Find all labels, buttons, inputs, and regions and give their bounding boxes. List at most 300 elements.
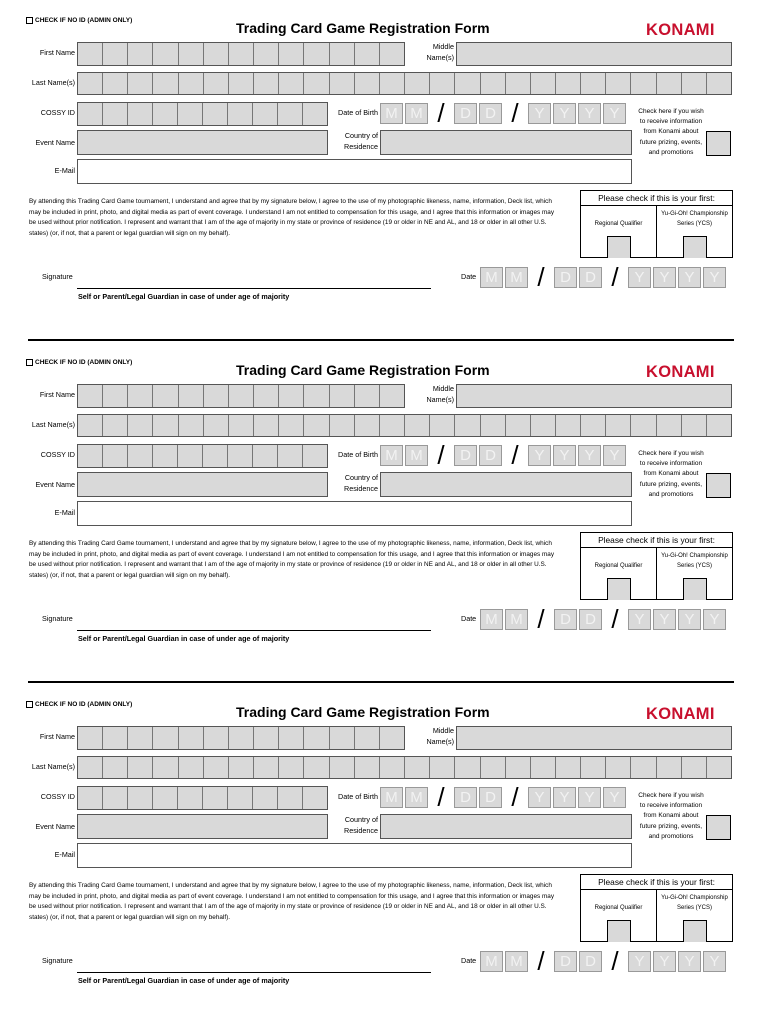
char-cell[interactable] bbox=[153, 73, 178, 94]
email-label: E-Mail bbox=[54, 850, 75, 859]
char-cell[interactable] bbox=[631, 415, 656, 436]
dob-field[interactable] bbox=[380, 98, 626, 128]
date-separator: / bbox=[611, 946, 619, 976]
char-cell[interactable] bbox=[279, 43, 304, 65]
ycs-label: Yu-Gi-Oh! Championship Series (YCS) bbox=[661, 553, 728, 569]
signature-line[interactable] bbox=[77, 288, 431, 289]
char-cell[interactable] bbox=[682, 415, 707, 436]
char-cell[interactable] bbox=[78, 415, 103, 436]
char-cell[interactable] bbox=[254, 415, 279, 436]
char-cell[interactable] bbox=[405, 415, 430, 436]
year-digit-box[interactable]: Y bbox=[603, 787, 626, 808]
char-cell[interactable] bbox=[430, 757, 455, 778]
month-digit-box[interactable]: M bbox=[380, 445, 403, 466]
ycs-checkbox[interactable] bbox=[683, 236, 707, 258]
country-field[interactable] bbox=[380, 130, 632, 155]
day-digit-box[interactable]: D bbox=[554, 267, 577, 288]
char-cell[interactable] bbox=[254, 43, 279, 65]
optin-text: Check here if you wish to receive information from Konami about future prizing, events, and promotions bbox=[638, 108, 704, 156]
char-cell[interactable] bbox=[103, 757, 128, 778]
char-cell[interactable] bbox=[657, 415, 682, 436]
signature-line[interactable] bbox=[77, 630, 431, 631]
year-digit-box[interactable]: Y bbox=[703, 267, 726, 288]
char-cell[interactable] bbox=[128, 43, 153, 65]
char-cell[interactable] bbox=[229, 385, 254, 407]
char-cell[interactable] bbox=[355, 727, 380, 749]
char-cell[interactable] bbox=[278, 787, 303, 809]
email-field[interactable] bbox=[77, 159, 632, 184]
year-digit-box[interactable]: Y bbox=[653, 951, 676, 972]
first-event-title: Please check if this is your first: bbox=[581, 875, 732, 890]
char-cell[interactable] bbox=[153, 787, 178, 809]
month-digit-box[interactable]: M bbox=[480, 951, 503, 972]
admin-no-id-checkbox[interactable] bbox=[26, 701, 33, 708]
first-event-panel bbox=[580, 532, 733, 600]
year-digit-box[interactable]: Y bbox=[553, 787, 576, 808]
char-cell[interactable] bbox=[153, 445, 178, 467]
email-label: E-Mail bbox=[54, 166, 75, 175]
year-digit-box[interactable]: Y bbox=[603, 445, 626, 466]
email-field[interactable] bbox=[77, 501, 632, 526]
char-cell[interactable] bbox=[128, 445, 153, 467]
char-cell[interactable] bbox=[179, 727, 204, 749]
char-cell[interactable] bbox=[78, 103, 103, 125]
char-cell[interactable] bbox=[229, 727, 254, 749]
month-digit-box[interactable]: M bbox=[480, 609, 503, 630]
char-cell[interactable] bbox=[380, 43, 404, 65]
admin-no-id-checkbox[interactable] bbox=[26, 359, 33, 366]
char-cell[interactable] bbox=[355, 43, 380, 65]
char-cell[interactable] bbox=[430, 73, 455, 94]
char-cell[interactable] bbox=[228, 103, 253, 125]
country-label: Country of Residence bbox=[344, 473, 378, 493]
char-cell[interactable] bbox=[253, 787, 278, 809]
date-separator: / bbox=[611, 262, 619, 292]
regional-qualifier-checkbox[interactable] bbox=[607, 236, 631, 258]
char-cell[interactable] bbox=[204, 385, 229, 407]
month-digit-box[interactable]: M bbox=[380, 103, 403, 124]
signature-label: Signature bbox=[42, 614, 73, 623]
char-cell[interactable] bbox=[153, 385, 178, 407]
char-cell[interactable] bbox=[204, 415, 229, 436]
optin-text: Check here if you wish to receive information from Konami about future prizing, events, and promotions bbox=[638, 450, 704, 498]
char-cell[interactable] bbox=[631, 73, 656, 94]
char-cell[interactable] bbox=[78, 43, 103, 65]
char-cell[interactable] bbox=[304, 73, 329, 94]
char-cell[interactable] bbox=[103, 103, 128, 125]
char-cell[interactable] bbox=[253, 103, 278, 125]
char-cell[interactable] bbox=[355, 73, 380, 94]
char-cell[interactable] bbox=[330, 385, 355, 407]
char-cell[interactable] bbox=[380, 727, 404, 749]
char-cell[interactable] bbox=[204, 73, 229, 94]
char-cell[interactable] bbox=[254, 757, 279, 778]
char-cell[interactable] bbox=[304, 757, 329, 778]
char-cell[interactable] bbox=[153, 415, 178, 436]
char-cell[interactable] bbox=[380, 415, 405, 436]
last-name-label: Last Name(s) bbox=[31, 420, 75, 429]
regional-qualifier-label: Regional Qualifier bbox=[594, 221, 643, 227]
char-cell[interactable] bbox=[581, 757, 606, 778]
char-cell[interactable] bbox=[128, 727, 153, 749]
signature-subtext: Self or Parent/Legal Guardian in case of under age of majority bbox=[78, 292, 290, 301]
char-cell[interactable] bbox=[455, 73, 480, 94]
month-digit-box[interactable]: M bbox=[505, 267, 528, 288]
middle-name-label: Middle Name(s) bbox=[426, 384, 454, 404]
char-cell[interactable] bbox=[455, 415, 480, 436]
char-cell[interactable] bbox=[179, 385, 204, 407]
char-cell[interactable] bbox=[707, 757, 731, 778]
char-cell[interactable] bbox=[103, 73, 128, 94]
char-cell[interactable] bbox=[128, 757, 153, 778]
char-cell[interactable] bbox=[179, 43, 204, 65]
first-name-label: First Name bbox=[39, 48, 75, 57]
first-name-grid[interactable] bbox=[77, 42, 405, 66]
char-cell[interactable] bbox=[204, 757, 229, 778]
char-cell[interactable] bbox=[254, 385, 279, 407]
last-name-label: Last Name(s) bbox=[31, 78, 75, 87]
cossy-id-label: COSSY ID bbox=[40, 450, 75, 459]
char-cell[interactable] bbox=[78, 445, 103, 467]
char-cell[interactable] bbox=[330, 727, 355, 749]
optin-checkbox[interactable] bbox=[706, 815, 731, 840]
char-cell[interactable] bbox=[581, 73, 606, 94]
optin-checkbox[interactable] bbox=[706, 131, 731, 156]
char-cell[interactable] bbox=[128, 73, 153, 94]
cut-divider bbox=[28, 339, 734, 341]
year-digit-box[interactable]: Y bbox=[703, 951, 726, 972]
char-cell[interactable] bbox=[279, 73, 304, 94]
char-cell[interactable] bbox=[531, 73, 556, 94]
char-cell[interactable] bbox=[304, 385, 329, 407]
char-cell[interactable] bbox=[330, 43, 355, 65]
middle-name-label: Middle Name(s) bbox=[426, 726, 454, 746]
char-cell[interactable] bbox=[103, 727, 128, 749]
char-cell[interactable] bbox=[606, 757, 631, 778]
char-cell[interactable] bbox=[228, 445, 253, 467]
cossy-id-grid[interactable] bbox=[77, 102, 328, 126]
day-digit-box[interactable]: D bbox=[454, 787, 477, 808]
char-cell[interactable] bbox=[330, 415, 355, 436]
form-title: Trading Card Game Registration Form bbox=[236, 704, 490, 720]
year-digit-box[interactable]: Y bbox=[678, 951, 701, 972]
country-label: Country of Residence bbox=[344, 815, 378, 835]
char-cell[interactable] bbox=[253, 445, 278, 467]
country-field[interactable] bbox=[380, 472, 632, 497]
year-digit-box[interactable]: Y bbox=[628, 951, 651, 972]
char-cell[interactable] bbox=[657, 757, 682, 778]
regional-qualifier-checkbox[interactable] bbox=[607, 578, 631, 600]
char-cell[interactable] bbox=[556, 73, 581, 94]
char-cell[interactable] bbox=[204, 727, 229, 749]
char-cell[interactable] bbox=[330, 73, 355, 94]
dob-label: Date of Birth bbox=[338, 792, 378, 801]
last-name-grid[interactable] bbox=[77, 756, 732, 779]
year-digit-box[interactable]: Y bbox=[528, 103, 551, 124]
char-cell[interactable] bbox=[707, 73, 731, 94]
char-cell[interactable] bbox=[506, 757, 531, 778]
char-cell[interactable] bbox=[355, 415, 380, 436]
event-name-field[interactable] bbox=[77, 472, 328, 497]
char-cell[interactable] bbox=[481, 415, 506, 436]
registration-form bbox=[0, 684, 768, 1014]
year-digit-box[interactable]: Y bbox=[653, 267, 676, 288]
month-digit-box[interactable]: M bbox=[405, 787, 428, 808]
admin-no-id-label: CHECK IF NO ID (ADMIN ONLY) bbox=[35, 701, 133, 708]
last-name-grid[interactable] bbox=[77, 414, 732, 437]
char-cell[interactable] bbox=[78, 73, 103, 94]
month-digit-box[interactable]: M bbox=[405, 445, 428, 466]
year-digit-box[interactable]: Y bbox=[578, 787, 601, 808]
char-cell[interactable] bbox=[506, 73, 531, 94]
admin-no-id-checkbox[interactable] bbox=[26, 17, 33, 24]
year-digit-box[interactable]: Y bbox=[553, 103, 576, 124]
char-cell[interactable] bbox=[153, 757, 178, 778]
char-cell[interactable] bbox=[279, 415, 304, 436]
signature-label: Signature bbox=[42, 272, 73, 281]
form-title: Trading Card Game Registration Form bbox=[236, 362, 490, 378]
char-cell[interactable] bbox=[657, 73, 682, 94]
first-event-title: Please check if this is your first: bbox=[581, 533, 732, 548]
char-cell[interactable] bbox=[581, 415, 606, 436]
char-cell[interactable] bbox=[229, 757, 254, 778]
event-name-field[interactable] bbox=[77, 130, 328, 155]
char-cell[interactable] bbox=[179, 757, 204, 778]
char-cell[interactable] bbox=[556, 415, 581, 436]
middle-name-field[interactable] bbox=[456, 42, 732, 66]
char-cell[interactable] bbox=[153, 103, 178, 125]
regional-qualifier-label: Regional Qualifier bbox=[594, 905, 643, 911]
year-digit-box[interactable]: Y bbox=[578, 445, 601, 466]
char-cell[interactable] bbox=[229, 73, 254, 94]
last-name-label: Last Name(s) bbox=[31, 762, 75, 771]
year-digit-box[interactable]: Y bbox=[528, 445, 551, 466]
char-cell[interactable] bbox=[279, 385, 304, 407]
event-name-label: Event Name bbox=[35, 822, 75, 831]
regional-qualifier-option bbox=[581, 548, 657, 600]
signature-subtext: Self or Parent/Legal Guardian in case of under age of majority bbox=[78, 634, 290, 643]
char-cell[interactable] bbox=[606, 73, 631, 94]
signature-date-field[interactable] bbox=[480, 604, 726, 634]
char-cell[interactable] bbox=[631, 757, 656, 778]
ycs-option bbox=[657, 548, 732, 600]
month-digit-box[interactable]: M bbox=[380, 787, 403, 808]
char-cell[interactable] bbox=[481, 757, 506, 778]
char-cell[interactable] bbox=[128, 415, 153, 436]
konami-logo: KONAMI bbox=[646, 21, 715, 39]
char-cell[interactable] bbox=[128, 787, 153, 809]
day-digit-box[interactable]: D bbox=[479, 445, 502, 466]
ycs-option bbox=[657, 206, 732, 258]
day-digit-box[interactable]: D bbox=[479, 787, 502, 808]
day-digit-box[interactable]: D bbox=[579, 609, 602, 630]
admin-no-id-check[interactable] bbox=[26, 17, 132, 24]
char-cell[interactable] bbox=[103, 43, 128, 65]
char-cell[interactable] bbox=[128, 385, 153, 407]
event-name-label: Event Name bbox=[35, 480, 75, 489]
char-cell[interactable] bbox=[304, 727, 329, 749]
date-separator: / bbox=[437, 440, 445, 470]
signature-date-field[interactable] bbox=[480, 262, 726, 292]
year-digit-box[interactable]: Y bbox=[678, 267, 701, 288]
konami-logo: KONAMI bbox=[646, 363, 715, 381]
first-name-grid[interactable] bbox=[77, 384, 405, 408]
month-digit-box[interactable]: M bbox=[405, 103, 428, 124]
char-cell[interactable] bbox=[278, 103, 303, 125]
char-cell[interactable] bbox=[380, 757, 405, 778]
signature-date-field[interactable] bbox=[480, 946, 726, 976]
char-cell[interactable] bbox=[178, 445, 203, 467]
char-cell[interactable] bbox=[254, 727, 279, 749]
char-cell[interactable] bbox=[78, 385, 103, 407]
year-digit-box[interactable]: Y bbox=[653, 609, 676, 630]
char-cell[interactable] bbox=[606, 415, 631, 436]
last-name-grid[interactable] bbox=[77, 72, 732, 95]
date-separator: / bbox=[511, 98, 519, 128]
registration-form bbox=[0, 0, 768, 330]
date-separator: / bbox=[437, 98, 445, 128]
char-cell[interactable] bbox=[355, 385, 380, 407]
char-cell[interactable] bbox=[204, 43, 229, 65]
middle-name-field[interactable] bbox=[456, 384, 732, 408]
signature-date-label: Date bbox=[461, 272, 477, 281]
date-separator: / bbox=[537, 604, 545, 634]
day-digit-box[interactable]: D bbox=[554, 951, 577, 972]
char-cell[interactable] bbox=[254, 73, 279, 94]
char-cell[interactable] bbox=[405, 757, 430, 778]
char-cell[interactable] bbox=[229, 43, 254, 65]
date-separator: / bbox=[511, 440, 519, 470]
year-digit-box[interactable]: Y bbox=[628, 609, 651, 630]
char-cell[interactable] bbox=[103, 415, 128, 436]
signature-subtext: Self or Parent/Legal Guardian in case of under age of majority bbox=[78, 976, 290, 985]
country-field[interactable] bbox=[380, 814, 632, 839]
middle-name-field[interactable] bbox=[456, 726, 732, 750]
char-cell[interactable] bbox=[203, 445, 228, 467]
year-digit-box[interactable]: Y bbox=[553, 445, 576, 466]
char-cell[interactable] bbox=[278, 445, 303, 467]
email-label: E-Mail bbox=[54, 508, 75, 517]
year-digit-box[interactable]: Y bbox=[703, 609, 726, 630]
ycs-checkbox[interactable] bbox=[683, 578, 707, 600]
day-digit-box[interactable]: D bbox=[454, 445, 477, 466]
consent-text: By attending this Trading Card Game tournament, I understand and agree that by my signature below, I agree to the use of my photographic likeness, name, information, Deck list, which may be included in print, photo, and digital media as part of event coverage. I understand I am not entitled to compensation for this usage, and I agree that this information or images may be used without prior notification. I represent and warrant that I am of the age of majority in my state or province of residence (19 or older in NE and AL, and 18 or older in all other U.S. states) (or, if not, that a parent or legal guardian will sign on my behalf). bbox=[29, 540, 555, 579]
char-cell[interactable] bbox=[556, 757, 581, 778]
char-cell[interactable] bbox=[279, 727, 304, 749]
year-digit-box[interactable]: Y bbox=[628, 267, 651, 288]
char-cell[interactable] bbox=[78, 727, 103, 749]
admin-no-id-check[interactable] bbox=[26, 701, 132, 708]
cut-divider bbox=[28, 681, 734, 683]
signature-line[interactable] bbox=[77, 972, 431, 973]
cossy-id-grid[interactable] bbox=[77, 786, 328, 810]
dob-field[interactable] bbox=[380, 440, 626, 470]
char-cell[interactable] bbox=[178, 787, 203, 809]
char-cell[interactable] bbox=[707, 415, 731, 436]
char-cell[interactable] bbox=[78, 757, 103, 778]
char-cell[interactable] bbox=[380, 385, 404, 407]
char-cell[interactable] bbox=[355, 757, 380, 778]
char-cell[interactable] bbox=[78, 787, 103, 809]
year-digit-box[interactable]: Y bbox=[678, 609, 701, 630]
char-cell[interactable] bbox=[430, 415, 455, 436]
char-cell[interactable] bbox=[405, 73, 430, 94]
char-cell[interactable] bbox=[179, 73, 204, 94]
char-cell[interactable] bbox=[203, 787, 228, 809]
char-cell[interactable] bbox=[304, 43, 329, 65]
ycs-checkbox[interactable] bbox=[683, 920, 707, 942]
char-cell[interactable] bbox=[103, 385, 128, 407]
char-cell[interactable] bbox=[229, 415, 254, 436]
first-name-label: First Name bbox=[39, 732, 75, 741]
consent-text: By attending this Trading Card Game tournament, I understand and agree that by my signature below, I agree to the use of my photographic likeness, name, information, Deck list, which may be included in print, photo, and digital media as part of event coverage. I understand I am not entitled to compensation for this usage, and I agree that this information or images may be used without prior notification. I represent and warrant that I am of the age of majority in my state or province of residence (19 or older in NE and AL, and 18 or older in all other U.S. states) (or, if not, that a parent or legal guardian will sign on my behalf). bbox=[29, 882, 555, 921]
month-digit-box[interactable]: M bbox=[480, 267, 503, 288]
registration-form bbox=[0, 342, 768, 672]
char-cell[interactable] bbox=[304, 415, 329, 436]
optin-checkbox[interactable] bbox=[706, 473, 731, 498]
day-digit-box[interactable]: D bbox=[579, 267, 602, 288]
first-event-panel bbox=[580, 874, 733, 942]
signature-date-label: Date bbox=[461, 956, 477, 965]
char-cell[interactable] bbox=[682, 73, 707, 94]
ycs-label: Yu-Gi-Oh! Championship Series (YCS) bbox=[661, 211, 728, 227]
char-cell[interactable] bbox=[531, 415, 556, 436]
year-digit-box[interactable]: Y bbox=[578, 103, 601, 124]
day-digit-box[interactable]: D bbox=[479, 103, 502, 124]
dob-label: Date of Birth bbox=[338, 108, 378, 117]
konami-logo: KONAMI bbox=[646, 705, 715, 723]
char-cell[interactable] bbox=[179, 415, 204, 436]
char-cell[interactable] bbox=[380, 73, 405, 94]
year-digit-box[interactable]: Y bbox=[528, 787, 551, 808]
day-digit-box[interactable]: D bbox=[454, 103, 477, 124]
char-cell[interactable] bbox=[103, 445, 128, 467]
month-digit-box[interactable]: M bbox=[505, 951, 528, 972]
email-field[interactable] bbox=[77, 843, 632, 868]
cossy-id-grid[interactable] bbox=[77, 444, 328, 468]
year-digit-box[interactable]: Y bbox=[603, 103, 626, 124]
consent-text: By attending this Trading Card Game tournament, I understand and agree that by my signature below, I agree to the use of my photographic likeness, name, information, Deck list, which may be included in print, photo, and digital media as part of event coverage. I understand I am not entitled to compensation for this usage, and I agree that this information or images may be used without prior notification. I represent and warrant that I am of the age of majority in my state or province of residence (19 or older in NE and AL, and 18 or older in all other U.S. states) (or, if not, that a parent or legal guardian will sign on my behalf). bbox=[29, 198, 555, 237]
char-cell[interactable] bbox=[128, 103, 153, 125]
char-cell[interactable] bbox=[330, 757, 355, 778]
char-cell[interactable] bbox=[682, 757, 707, 778]
dob-field[interactable] bbox=[380, 782, 626, 812]
day-digit-box[interactable]: D bbox=[579, 951, 602, 972]
day-digit-box[interactable]: D bbox=[554, 609, 577, 630]
char-cell[interactable] bbox=[228, 787, 253, 809]
char-cell[interactable] bbox=[531, 757, 556, 778]
char-cell[interactable] bbox=[481, 73, 506, 94]
month-digit-box[interactable]: M bbox=[505, 609, 528, 630]
admin-no-id-label: CHECK IF NO ID (ADMIN ONLY) bbox=[35, 17, 133, 24]
first-name-grid[interactable] bbox=[77, 726, 405, 750]
char-cell[interactable] bbox=[103, 787, 128, 809]
admin-no-id-check[interactable] bbox=[26, 359, 132, 366]
regional-qualifier-checkbox[interactable] bbox=[607, 920, 631, 942]
date-separator: / bbox=[611, 604, 619, 634]
char-cell[interactable] bbox=[153, 727, 178, 749]
middle-name-label: Middle Name(s) bbox=[426, 42, 454, 62]
char-cell[interactable] bbox=[506, 415, 531, 436]
char-cell[interactable] bbox=[455, 757, 480, 778]
regional-qualifier-label: Regional Qualifier bbox=[594, 563, 643, 569]
event-name-field[interactable] bbox=[77, 814, 328, 839]
char-cell[interactable] bbox=[279, 757, 304, 778]
char-cell[interactable] bbox=[203, 103, 228, 125]
char-cell[interactable] bbox=[153, 43, 178, 65]
date-separator: / bbox=[537, 262, 545, 292]
char-cell[interactable] bbox=[178, 103, 203, 125]
